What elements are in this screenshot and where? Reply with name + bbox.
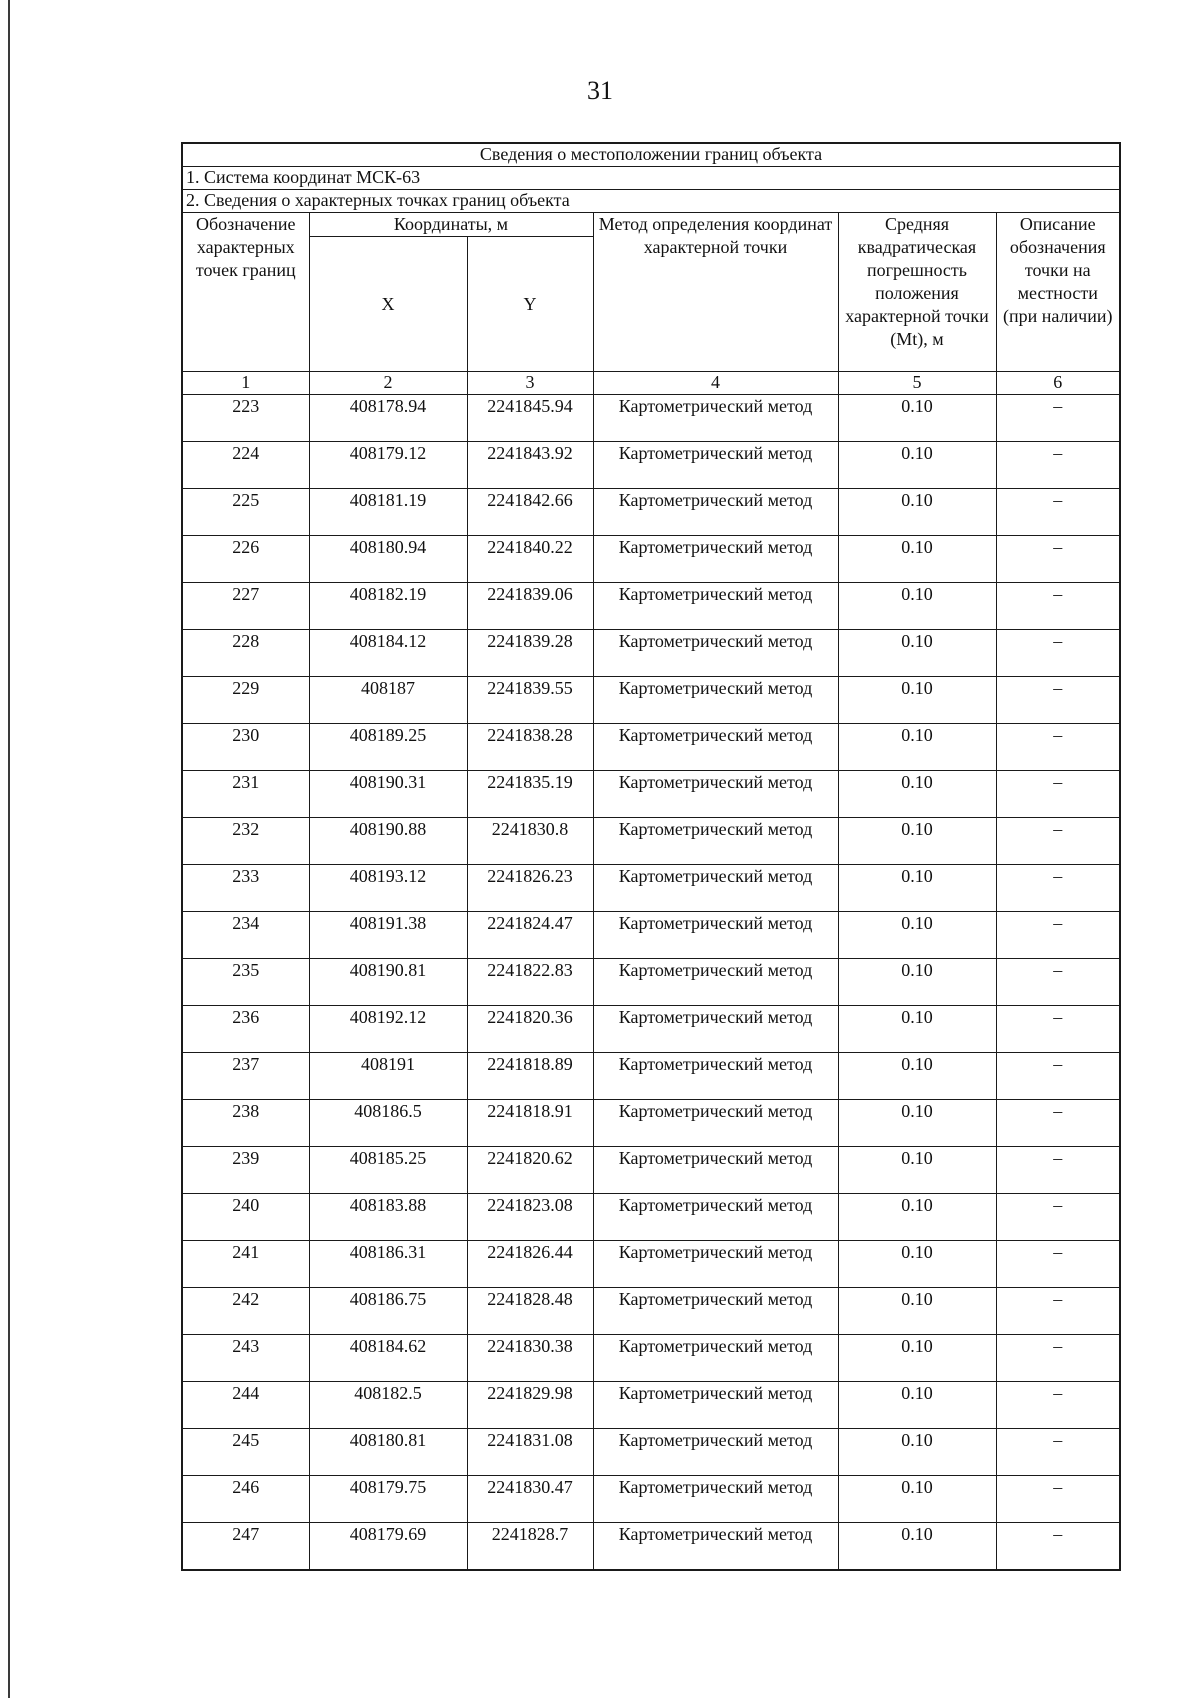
- y-coordinate-cell: 2241843.92: [467, 442, 593, 489]
- table-row: [182, 1006, 1120, 1053]
- table-row: [182, 1147, 1120, 1194]
- point-id-cell: 228: [182, 630, 309, 677]
- point-id-cell: 231: [182, 771, 309, 818]
- table-row: [182, 771, 1120, 818]
- method-cell: Картометрический метод: [593, 1053, 838, 1100]
- mt-cell: 0.10: [838, 536, 996, 583]
- x-coordinate-cell: 408187: [309, 677, 467, 724]
- table-row: [182, 583, 1120, 630]
- description-cell: –: [996, 912, 1120, 959]
- table-row: [182, 1100, 1120, 1147]
- table-row: [182, 1288, 1120, 1335]
- point-id-cell: 226: [182, 536, 309, 583]
- method-cell: Картометрический метод: [593, 912, 838, 959]
- point-id-cell: 229: [182, 677, 309, 724]
- column-number: 1: [182, 372, 309, 395]
- point-id-cell: 244: [182, 1382, 309, 1429]
- mt-cell: 0.10: [838, 1335, 996, 1382]
- point-id-cell: 236: [182, 1006, 309, 1053]
- point-id-cell: 232: [182, 818, 309, 865]
- description-cell: –: [996, 630, 1120, 677]
- point-id-cell: 246: [182, 1476, 309, 1523]
- table-row: [182, 912, 1120, 959]
- header-designation: Обозначение характерных точек границ: [182, 213, 309, 372]
- method-cell: Картометрический метод: [593, 1523, 838, 1571]
- y-coordinate-cell: 2241820.62: [467, 1147, 593, 1194]
- method-cell: Картометрический метод: [593, 1288, 838, 1335]
- header-y: Y: [467, 237, 593, 372]
- column-number: 2: [309, 372, 467, 395]
- x-coordinate-cell: 408180.81: [309, 1429, 467, 1476]
- mt-cell: 0.10: [838, 1241, 996, 1288]
- description-cell: –: [996, 771, 1120, 818]
- method-cell: Картометрический метод: [593, 1147, 838, 1194]
- coordinate-system-row: [182, 167, 1120, 190]
- description-cell: –: [996, 1288, 1120, 1335]
- mt-cell: 0.10: [838, 583, 996, 630]
- boundary-points-table: [181, 142, 1121, 1571]
- y-coordinate-cell: 2241820.36: [467, 1006, 593, 1053]
- table-row: [182, 1429, 1120, 1476]
- y-coordinate-cell: 2241831.08: [467, 1429, 593, 1476]
- method-cell: Картометрический метод: [593, 865, 838, 912]
- point-id-cell: 224: [182, 442, 309, 489]
- description-cell: –: [996, 1100, 1120, 1147]
- description-cell: –: [996, 1335, 1120, 1382]
- description-cell: –: [996, 583, 1120, 630]
- description-cell: –: [996, 1476, 1120, 1523]
- table-row: [182, 1335, 1120, 1382]
- method-cell: Картометрический метод: [593, 818, 838, 865]
- mt-cell: 0.10: [838, 1147, 996, 1194]
- header-description: Описание обозначения точки на местности (при наличии): [996, 213, 1120, 372]
- y-coordinate-cell: 2241842.66: [467, 489, 593, 536]
- x-coordinate-cell: 408178.94: [309, 395, 467, 442]
- point-id-cell: 242: [182, 1288, 309, 1335]
- table-body: [182, 143, 1120, 1570]
- table-row: [182, 1194, 1120, 1241]
- table-row: [182, 1241, 1120, 1288]
- mt-cell: 0.10: [838, 959, 996, 1006]
- page-number: 31: [587, 76, 613, 105]
- column-number: 6: [996, 372, 1120, 395]
- description-cell: –: [996, 818, 1120, 865]
- y-coordinate-cell: 2241818.89: [467, 1053, 593, 1100]
- x-coordinate-cell: 408179.12: [309, 442, 467, 489]
- description-cell: –: [996, 1241, 1120, 1288]
- table-row: [182, 1382, 1120, 1429]
- x-coordinate-cell: 408179.69: [309, 1523, 467, 1571]
- method-cell: Картометрический метод: [593, 536, 838, 583]
- method-cell: Картометрический метод: [593, 677, 838, 724]
- y-coordinate-cell: 2241839.55: [467, 677, 593, 724]
- point-id-cell: 240: [182, 1194, 309, 1241]
- header-coordinates: Координаты, м: [309, 213, 593, 237]
- method-cell: Картометрический метод: [593, 583, 838, 630]
- y-coordinate-cell: 2241829.98: [467, 1382, 593, 1429]
- x-coordinate-cell: 408193.12: [309, 865, 467, 912]
- description-cell: –: [996, 1006, 1120, 1053]
- point-id-cell: 235: [182, 959, 309, 1006]
- mt-cell: 0.10: [838, 395, 996, 442]
- method-cell: Картометрический метод: [593, 724, 838, 771]
- x-coordinate-cell: 408180.94: [309, 536, 467, 583]
- x-coordinate-cell: 408183.88: [309, 1194, 467, 1241]
- x-coordinate-cell: 408184.12: [309, 630, 467, 677]
- table-row: [182, 536, 1120, 583]
- table-row: [182, 677, 1120, 724]
- x-coordinate-cell: 408186.75: [309, 1288, 467, 1335]
- point-id-cell: 243: [182, 1335, 309, 1382]
- mt-cell: 0.10: [838, 1523, 996, 1571]
- y-coordinate-cell: 2241845.94: [467, 395, 593, 442]
- description-cell: –: [996, 865, 1120, 912]
- method-cell: Картометрический метод: [593, 1100, 838, 1147]
- x-coordinate-cell: 408190.88: [309, 818, 467, 865]
- mt-cell: 0.10: [838, 630, 996, 677]
- point-id-cell: 225: [182, 489, 309, 536]
- page-edge-line: [8, 0, 10, 1698]
- description-cell: –: [996, 1429, 1120, 1476]
- x-coordinate-cell: 408179.75: [309, 1476, 467, 1523]
- method-cell: Картометрический метод: [593, 442, 838, 489]
- y-coordinate-cell: 2241835.19: [467, 771, 593, 818]
- table-title: Сведения о местоположении границ объекта: [182, 143, 1120, 167]
- point-id-cell: 241: [182, 1241, 309, 1288]
- mt-cell: 0.10: [838, 818, 996, 865]
- method-cell: Картометрический метод: [593, 959, 838, 1006]
- y-coordinate-cell: 2241830.8: [467, 818, 593, 865]
- x-coordinate-cell: 408192.12: [309, 1006, 467, 1053]
- table-row: [182, 724, 1120, 771]
- method-cell: Картометрический метод: [593, 1429, 838, 1476]
- mt-cell: 0.10: [838, 724, 996, 771]
- method-cell: Картометрический метод: [593, 489, 838, 536]
- table-title-row: [182, 143, 1120, 167]
- y-coordinate-cell: 2241826.23: [467, 865, 593, 912]
- point-id-cell: 227: [182, 583, 309, 630]
- column-number: 5: [838, 372, 996, 395]
- point-id-cell: 230: [182, 724, 309, 771]
- points-section-row: [182, 190, 1120, 213]
- method-cell: Картометрический метод: [593, 771, 838, 818]
- description-cell: –: [996, 536, 1120, 583]
- x-coordinate-cell: 408181.19: [309, 489, 467, 536]
- description-cell: –: [996, 677, 1120, 724]
- point-id-cell: 247: [182, 1523, 309, 1571]
- description-cell: –: [996, 1194, 1120, 1241]
- y-coordinate-cell: 2241839.06: [467, 583, 593, 630]
- method-cell: Картометрический метод: [593, 1241, 838, 1288]
- method-cell: Картометрический метод: [593, 630, 838, 677]
- y-coordinate-cell: 2241822.83: [467, 959, 593, 1006]
- mt-cell: 0.10: [838, 442, 996, 489]
- y-coordinate-cell: 2241840.22: [467, 536, 593, 583]
- point-id-cell: 245: [182, 1429, 309, 1476]
- y-coordinate-cell: 2241826.44: [467, 1241, 593, 1288]
- description-cell: –: [996, 1147, 1120, 1194]
- mt-cell: 0.10: [838, 865, 996, 912]
- point-id-cell: 234: [182, 912, 309, 959]
- column-number: 4: [593, 372, 838, 395]
- y-coordinate-cell: 2241818.91: [467, 1100, 593, 1147]
- header-method: Метод определения координат характерной точки: [593, 213, 838, 372]
- table-row: [182, 489, 1120, 536]
- method-cell: Картометрический метод: [593, 395, 838, 442]
- description-cell: –: [996, 395, 1120, 442]
- coordinate-system-label: 1. Система координат МСК-63: [182, 167, 1120, 190]
- mt-cell: 0.10: [838, 489, 996, 536]
- x-coordinate-cell: 408189.25: [309, 724, 467, 771]
- table-row: [182, 1523, 1120, 1571]
- description-cell: –: [996, 724, 1120, 771]
- column-number: 3: [467, 372, 593, 395]
- x-coordinate-cell: 408190.81: [309, 959, 467, 1006]
- y-coordinate-cell: 2241824.47: [467, 912, 593, 959]
- points-section-label: 2. Сведения о характерных точках границ объекта: [182, 190, 1120, 213]
- mt-cell: 0.10: [838, 1053, 996, 1100]
- y-coordinate-cell: 2241839.28: [467, 630, 593, 677]
- header-error: Средняя квадратическая погрешность положения характерной точки (Mt), м: [838, 213, 996, 372]
- method-cell: Картометрический метод: [593, 1006, 838, 1053]
- table-row: [182, 1476, 1120, 1523]
- point-id-cell: 239: [182, 1147, 309, 1194]
- x-coordinate-cell: 408191: [309, 1053, 467, 1100]
- y-coordinate-cell: 2241823.08: [467, 1194, 593, 1241]
- mt-cell: 0.10: [838, 771, 996, 818]
- y-coordinate-cell: 2241830.47: [467, 1476, 593, 1523]
- description-cell: –: [996, 959, 1120, 1006]
- mt-cell: 0.10: [838, 1006, 996, 1053]
- description-cell: –: [996, 1053, 1120, 1100]
- table-row: [182, 630, 1120, 677]
- y-coordinate-cell: 2241828.7: [467, 1523, 593, 1571]
- header-x: X: [309, 237, 467, 372]
- table-row: [182, 818, 1120, 865]
- x-coordinate-cell: 408182.19: [309, 583, 467, 630]
- method-cell: Картометрический метод: [593, 1382, 838, 1429]
- x-coordinate-cell: 408184.62: [309, 1335, 467, 1382]
- description-cell: –: [996, 489, 1120, 536]
- mt-cell: 0.10: [838, 1476, 996, 1523]
- mt-cell: 0.10: [838, 912, 996, 959]
- point-id-cell: 233: [182, 865, 309, 912]
- method-cell: Картометрический метод: [593, 1194, 838, 1241]
- mt-cell: 0.10: [838, 1288, 996, 1335]
- x-coordinate-cell: 408185.25: [309, 1147, 467, 1194]
- mt-cell: 0.10: [838, 1382, 996, 1429]
- x-coordinate-cell: 408186.31: [309, 1241, 467, 1288]
- method-cell: Картометрический метод: [593, 1335, 838, 1382]
- mt-cell: 0.10: [838, 1194, 996, 1241]
- x-coordinate-cell: 408191.38: [309, 912, 467, 959]
- x-coordinate-cell: 408182.5: [309, 1382, 467, 1429]
- y-coordinate-cell: 2241838.28: [467, 724, 593, 771]
- description-cell: –: [996, 1382, 1120, 1429]
- table-row: [182, 959, 1120, 1006]
- y-coordinate-cell: 2241828.48: [467, 1288, 593, 1335]
- table-row: [182, 395, 1120, 442]
- table-row: [182, 1053, 1120, 1100]
- mt-cell: 0.10: [838, 1429, 996, 1476]
- description-cell: –: [996, 1523, 1120, 1571]
- description-cell: –: [996, 442, 1120, 489]
- table-row: [182, 865, 1120, 912]
- x-coordinate-cell: 408190.31: [309, 771, 467, 818]
- mt-cell: 0.10: [838, 1100, 996, 1147]
- y-coordinate-cell: 2241830.38: [467, 1335, 593, 1382]
- table-row: [182, 442, 1120, 489]
- method-cell: Картометрический метод: [593, 1476, 838, 1523]
- column-numbers-row: [182, 372, 1120, 395]
- point-id-cell: 237: [182, 1053, 309, 1100]
- mt-cell: 0.10: [838, 677, 996, 724]
- header-row-top: [182, 213, 1120, 237]
- point-id-cell: 223: [182, 395, 309, 442]
- x-coordinate-cell: 408186.5: [309, 1100, 467, 1147]
- point-id-cell: 238: [182, 1100, 309, 1147]
